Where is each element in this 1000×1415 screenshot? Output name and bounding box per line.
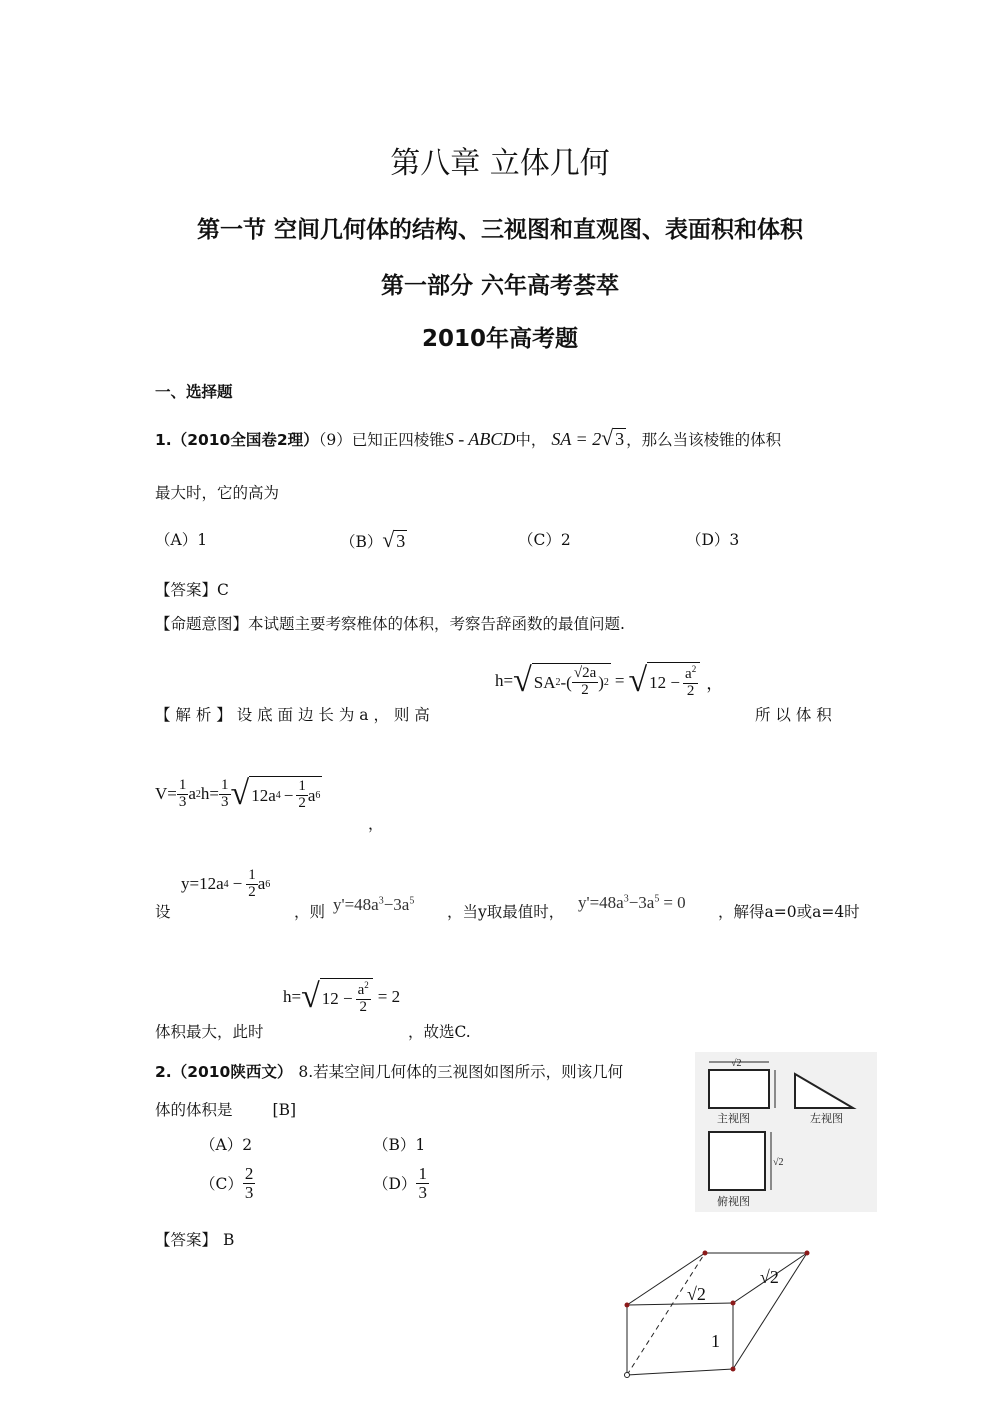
q2-line1 (155, 1060, 623, 1082)
q2-text: 8.若某空间几何体的三视图如图所示，则该几何 (298, 1063, 624, 1081)
q1-text-a: （9）已知正四棱锥 (318, 431, 445, 449)
q2-answer: 【答案】 B (155, 1231, 235, 1249)
side-view-label: 左视图 (810, 1113, 843, 1125)
q2-option-a: （A）2 (200, 1136, 253, 1154)
q1-derivative-1: $y'=48a^3-3a^5$ (333, 895, 415, 914)
solid-edge-label-1: √2 (687, 1284, 706, 1304)
top-view-label: 俯视图 (717, 1196, 750, 1208)
q1-option-a: （A）1 (155, 531, 208, 549)
q1-option-b-root: √ 3 (382, 528, 406, 552)
q1-option-d: （D）3 (686, 531, 740, 549)
three-views-figure (695, 1052, 877, 1212)
q1-v-formula: V= $\frac{1}{3}$ a 2 h= $\frac{1}{3}$ √ 12a 4 − $\frac{1}{2}$ a 6 (155, 775, 321, 812)
q2-number: 2. (155, 1063, 172, 1081)
q2-option-c: （C） $\frac{2}{3}$ (200, 1164, 254, 1202)
q1-final-a: 体积最大，此时 (155, 1023, 264, 1041)
q1-then: ，则 (294, 903, 326, 921)
q2-answer-inline: [B] (272, 1101, 297, 1119)
q1-condition: SA = 2 (551, 429, 602, 449)
solid-height-label: 1 (711, 1331, 720, 1351)
q1-intent: 【命题意图】本试题主要考察椎体的体积，考察告辞函数的最值问题. (155, 615, 625, 633)
section-heading: 一、选择题 (155, 383, 233, 401)
q1-h2-formula: h= √ 12 − $\frac{a^2}{2}$ = 2 (283, 978, 401, 1015)
q1-text-b: 中， (515, 431, 547, 449)
chapter-title: 第八章 立体几何 (390, 146, 610, 181)
q2-source: （2010陕西文） (171, 1063, 293, 1081)
front-view-label: 主视图 (717, 1113, 750, 1125)
q1-derivative-2: $y'=48a^3-3a^5 = 0$ (578, 893, 686, 912)
top-dim-label: √2 (773, 1157, 784, 1168)
q1-solve: ，解得a=0或a=4时 (718, 903, 860, 921)
front-dim-label: √2 (731, 1058, 742, 1069)
q1-number: 1. (155, 431, 172, 449)
solid-edge-label-2: √2 (760, 1267, 779, 1287)
q1-let: 设 (155, 903, 171, 921)
q1-option-b: （B）√ 3 (340, 528, 406, 552)
q1-symbol: S - ABCD (444, 429, 516, 449)
part-title: 第一部分 六年高考荟萃 (380, 273, 619, 299)
q1-answer: 【答案】C (155, 581, 229, 599)
section-title: 第一节 空间几何体的结构、三视图和直观图、表面积和体积 (196, 217, 803, 243)
q1-condition-root: √ 3 (601, 426, 625, 450)
q1-text-c: ，那么当该棱锥的体积 (626, 431, 782, 449)
q1-line1 (155, 426, 781, 451)
q1-source: （2010全国卷2理） (171, 431, 319, 449)
q1-analysis-tail: 所 以 体 积 (755, 706, 832, 724)
q1-when: ，当y取最值时， (447, 903, 565, 921)
q1-option-c: （C）2 (518, 531, 571, 549)
q1-analysis: 【 解 析 】 设 底 面 边 长 为 a ， 则 高 (155, 706, 430, 724)
q1-h-formula: h= √ SA 2 -( $\frac{√2a}{2}$ ) 2 = √ 12 − $\frac{a^2}{2}$ ， (495, 662, 724, 699)
q1-v-tail: ， (368, 815, 384, 833)
year-title: 2010年高考题 (421, 326, 578, 352)
q1-final-b: ，故选C. (408, 1023, 471, 1041)
solid-figure (615, 1245, 820, 1380)
q1-line2: 最大时，它的高为 (155, 484, 280, 502)
q1-y-formula: y=12a 4 − $\frac{1}{2}$ a 6 (181, 867, 271, 900)
q2-line2: 体的体积是 [B] (155, 1101, 297, 1119)
q2-option-b: （B）1 (373, 1136, 426, 1154)
q2-option-d: （D） $\frac{1}{3}$ (373, 1164, 427, 1202)
